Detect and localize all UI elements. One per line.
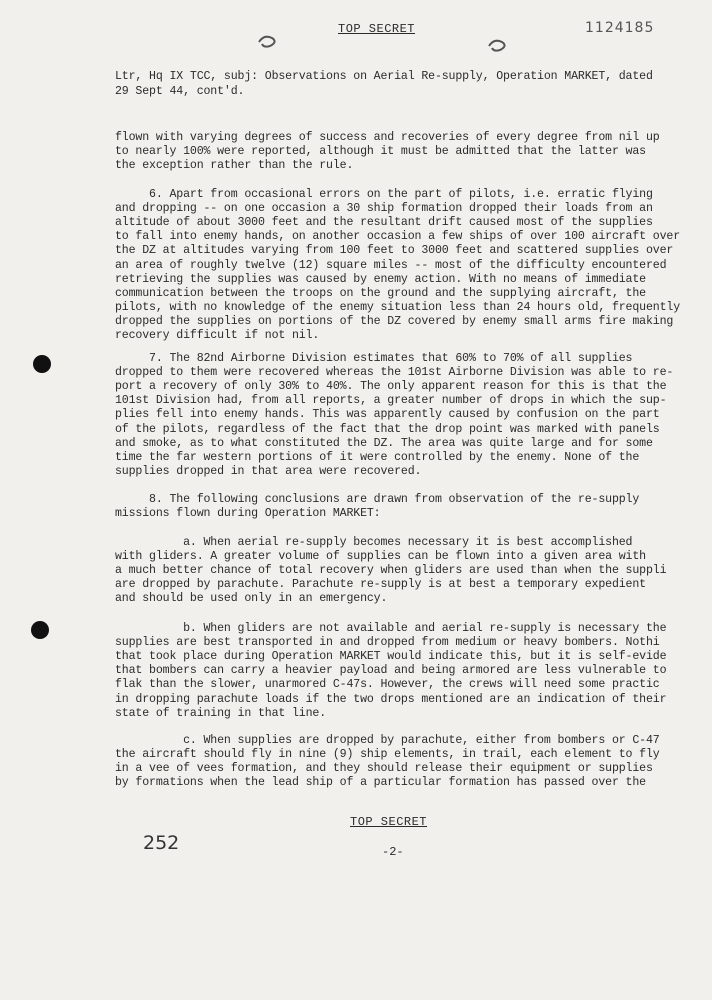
- text-line: communication between the troops on the ground and the supplying aircraft, the: [115, 286, 646, 300]
- text-line: 101st Division had, from all reports, a greater number of drops in which the sup-: [115, 394, 667, 408]
- text-line: supplies dropped in that area were recovered.: [115, 464, 422, 478]
- text-line: an area of roughly twelve (12) square miles -- most of the difficulty encountered: [115, 258, 667, 272]
- text-line: flown with varying degrees of success and recoveries of every degree from nil up: [115, 131, 660, 144]
- subject-line-2: 29 Sept 44, cont'd.: [115, 85, 245, 98]
- text-line: to fall into enemy hands, on another occasion a few ships of over 100 aircraft over: [115, 230, 681, 244]
- text-line: a. When aerial re-supply becomes necessary it is best accomplished: [115, 536, 633, 549]
- header-classification: TOP SECRET: [338, 22, 416, 36]
- text-line: and should be used only in an emergency.: [115, 592, 388, 606]
- handwritten-number: 252: [143, 832, 180, 854]
- text-line: c. When supplies are dropped by parachute, either from bombers or C-47: [115, 734, 660, 747]
- text-line: are dropped by parachute. Parachute re-supply is at best a temporary expedient: [115, 578, 646, 592]
- ink-mark-right: [486, 36, 510, 56]
- text-line: and dropping -- on one occasion a 30 ship formation dropped their loads from an: [115, 202, 653, 216]
- text-line: supplies are best transported in and dropped from medium or heavy bombers. Nothi: [115, 636, 660, 650]
- text-line: missions flown during Operation MARKET:: [115, 507, 381, 521]
- text-line: retrieving the supplies was caused by enemy action. With no means of immediate: [115, 272, 646, 286]
- text-line: state of training in that line.: [115, 706, 327, 720]
- text-line: 8. The following conclusions are drawn from observation of the re-supply: [115, 493, 640, 506]
- subject-line-1: Ltr, Hq IX TCC, subj: Observations on Aerial Re-supply, Operation MARKET, dated: [115, 70, 653, 83]
- text-line: to nearly 100% were reported, although it must be admitted that the latter was: [115, 145, 646, 159]
- punch-hole-upper: [33, 355, 51, 373]
- text-line: in a vee of vees formation, and they should release their equipment or supplies: [115, 762, 653, 776]
- document-number: 1124185: [585, 20, 655, 36]
- text-line: a much better chance of total recovery when gliders are used than when the suppli: [115, 564, 667, 578]
- punch-hole-lower: [31, 621, 49, 639]
- ink-mark-left: [256, 32, 280, 52]
- text-line: and smoke, as to what constituted the DZ. The area was quite large and for some: [115, 436, 653, 450]
- text-line: recovery difficult if not nil.: [115, 329, 320, 342]
- text-line: the exception rather than the rule.: [115, 159, 354, 173]
- text-line: 7. The 82nd Airborne Division estimates that 60% to 70% of all supplies: [115, 352, 633, 365]
- footer-classification: TOP SECRET: [350, 815, 428, 829]
- text-line: 6. Apart from occasional errors on the part of pilots, i.e. erratic flying: [115, 188, 653, 201]
- text-line: in dropping parachute loads if the two drops mentioned are an indication of their: [115, 692, 667, 706]
- text-line: altitude of about 3000 feet and the resultant drift caused most of the supplies: [115, 216, 653, 230]
- text-line: with gliders. A greater volume of supplies can be flown into a given area with: [115, 550, 646, 564]
- page-number: -2-: [382, 845, 404, 859]
- text-line: flak than the slower, unarmored C-47s. However, the crews will need some practic: [115, 678, 660, 692]
- text-line: plies fell into enemy hands. This was apparently caused by confusion on the part: [115, 408, 660, 422]
- text-line: port a recovery of only 30% to 40%. The only apparent reason for this is that the: [115, 380, 667, 394]
- text-line: b. When gliders are not available and aerial re-supply is necessary the: [115, 622, 667, 635]
- text-line: that took place during Operation MARKET would indicate this, but it is self-evide: [115, 650, 667, 664]
- text-line: the aircraft should fly in nine (9) ship elements, in trail, each element to fly: [115, 748, 660, 762]
- text-line: of the pilots, regardless of the fact that the drop point was marked with panels: [115, 422, 660, 436]
- text-line: dropped the supplies on portions of the DZ covered by enemy small arms fire making: [115, 314, 674, 328]
- text-line: dropped to them were recovered whereas the 101st Airborne Division was able to re-: [115, 366, 674, 380]
- text-line: that bombers can carry a heavier payload and being armored are less vulnerable to: [115, 664, 667, 678]
- text-line: by formations when the lead ship of a particular formation has passed over the: [115, 776, 646, 790]
- text-line: the DZ at altitudes varying from 100 feet to 3000 feet and scattered supplies over: [115, 244, 674, 258]
- text-line: pilots, with no knowledge of the enemy situation less than 24 hours old, frequently: [115, 300, 681, 314]
- text-line: time the far western portions of it were controlled by the enemy. None of the: [115, 450, 640, 464]
